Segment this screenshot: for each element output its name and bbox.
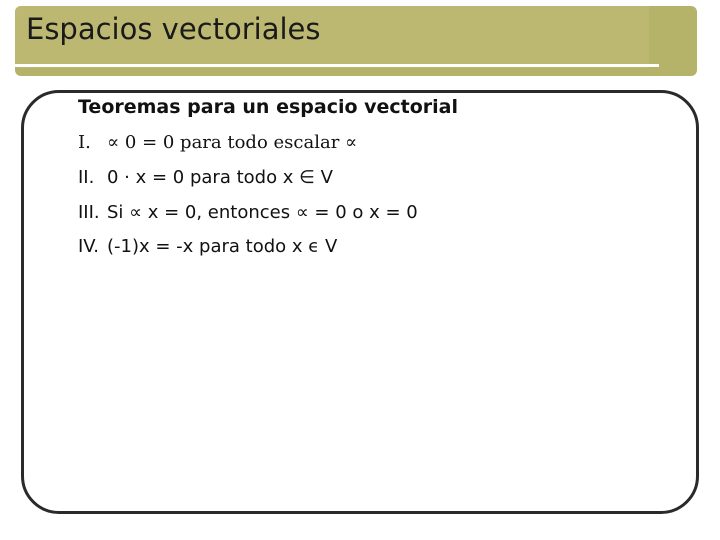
- title-underline: [15, 64, 659, 67]
- list-item-numeral: III.: [78, 202, 100, 223]
- list-item: [0, 236, 700, 266]
- list-item: [0, 132, 700, 162]
- list-item-text: 0 · x = 0 para todo x ∈ V: [107, 167, 333, 188]
- slide-title: Espacios vectoriales: [26, 12, 321, 46]
- list-item-text: (-1)x = -x para todo x ϵ V: [107, 236, 338, 257]
- list-item-text: ∝ 0 = 0 para todo escalar ∝: [107, 132, 358, 153]
- list-item-text: Si ∝ x = 0, entonces ∝ = 0 o x = 0: [107, 202, 418, 223]
- list-item-numeral: II.: [78, 167, 95, 188]
- list-item-numeral: IV.: [78, 236, 100, 257]
- list-item-numeral: I.: [78, 132, 91, 153]
- content-heading: Teoremas para un espacio vectorial: [78, 96, 459, 118]
- list-item: [0, 167, 700, 197]
- list-item: [0, 202, 700, 232]
